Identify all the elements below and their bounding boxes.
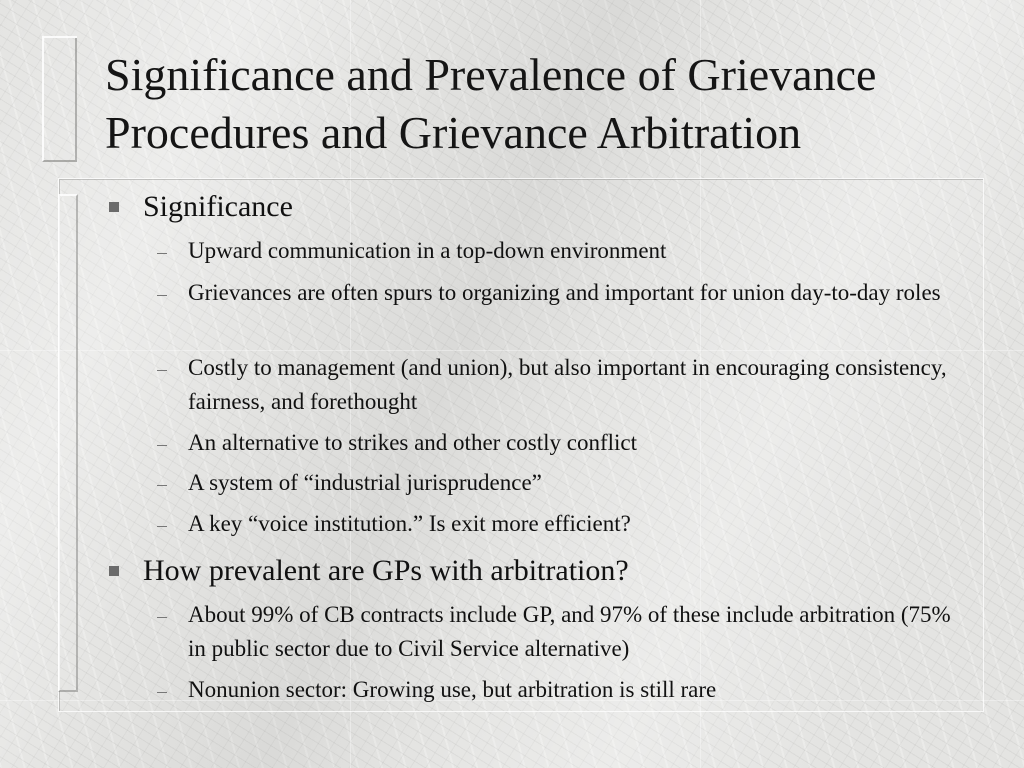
dash-bullet-icon [157,526,167,527]
list-item [188,598,968,666]
dash-bullet-icon [157,485,167,486]
list-item [188,466,968,500]
list-item-text: About 99% of CB contracts include GP, and 97% of these include arbitration (75% in public sector due to Civil Service alternative) [188,602,951,661]
dash-bullet-icon [157,692,167,693]
slide-title: Significance and Prevalence of Grievance Procedures and Grievance Arbitration [105,49,877,158]
section-heading-significance [143,190,983,224]
list-item [188,351,968,419]
section-heading-label: Significance [143,190,293,223]
list-item-text: A key “voice institution.” Is exit more efficient? [188,511,631,536]
list-item-text: Nonunion sector: Growing use, but arbitration is still rare [188,677,717,702]
square-bullet-icon [109,202,119,212]
dash-bullet-icon [157,295,167,296]
list-item [188,673,968,707]
list-item-text: Upward communication in a top-down environment [188,238,667,263]
dash-bullet-icon [157,617,167,618]
list-item [188,234,968,268]
list-item [188,426,968,460]
dash-bullet-icon [157,445,167,446]
list-item-text: Costly to management (and union), but also important in encouraging consistency, fairness, and forethought [188,355,947,414]
list-item [188,507,968,541]
list-item-text: An alternative to strikes and other costly conflict [188,430,638,455]
section-heading-prevalence [143,554,983,588]
dash-bullet-icon [157,253,167,254]
list-item [188,276,968,310]
dash-bullet-icon [157,370,167,371]
square-bullet-icon [109,566,119,576]
list-item-text: Grievances are often spurs to organizing and important for union day-to-day roles [188,280,941,305]
section-heading-label: How prevalent are GPs with arbitration? [143,554,629,587]
list-item-text: A system of “industrial jurisprudence” [188,470,542,495]
